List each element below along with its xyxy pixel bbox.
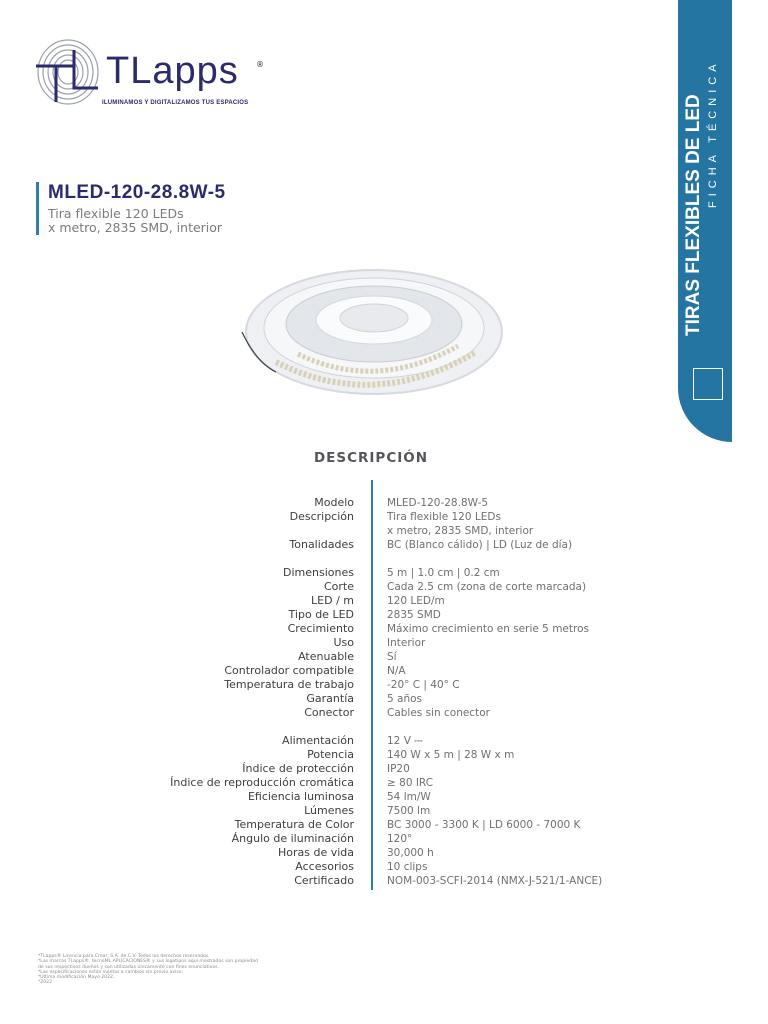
product-header (36, 182, 226, 235)
section-title: DESCRIPCIÓN (313, 450, 429, 466)
spec-label: Crecimiento (287, 622, 354, 635)
spec-label: Certificado (294, 874, 354, 887)
spec-value: N/A (387, 665, 406, 677)
led-reel-image (236, 262, 506, 412)
side-tab-title: TIRAS FLEXIBLES DE LED (683, 94, 704, 336)
brand-tagline: ILUMINAMOS Y DIGITALIZAMOS TUS ESPACIOS (102, 100, 249, 106)
spec-value: IP20 (387, 763, 410, 775)
spec-value: BC (Blanco cálido) | LD (Luz de día) (387, 539, 573, 551)
spec-label: Alimentación (282, 734, 354, 747)
product-desc-line2: x metro, 2835 SMD, interior (48, 220, 223, 235)
spec-value: Sí (387, 651, 397, 663)
fingerprint-icon (34, 36, 104, 116)
spec-value: 140 W x 5 m | 28 W x m (387, 749, 515, 761)
spec-value: 5 m | 1.0 cm | 0.2 cm (387, 567, 500, 579)
spec-label: Tonalidades (289, 538, 354, 551)
spec-label: Controlador compatible (224, 664, 354, 677)
spec-label: Garantía (306, 692, 354, 705)
brand-logo (34, 36, 274, 116)
spec-label: Descripción (289, 510, 354, 523)
spec-label: Potencia (307, 748, 354, 761)
spec-label: Conector (304, 706, 354, 719)
spec-value: Tira flexible 120 LEDs (387, 511, 501, 523)
footer-line: *Las marcas TLapps®, tecnoML APLICACIONES® y sus logotipos aquí mostrados son propiedad (38, 959, 258, 965)
spec-value: Cables sin conector (387, 707, 490, 719)
spec-value: 120 LED/m (387, 595, 445, 607)
product-code: MLED-120-28.8W-5 (48, 182, 226, 203)
footer-line: *TLapps® Licencia para Crear, S.A. de C.V. Todos los derechos reservados. (38, 954, 210, 959)
footer-line: *Las especificaciones están sujetas a cambios sin previo aviso. (38, 969, 183, 975)
spec-label: Temperatura de trabajo (224, 678, 354, 691)
registered-mark: ® (256, 60, 264, 69)
spec-label: Corte (323, 580, 354, 593)
spec-value: Cada 2.5 cm (zona de corte marcada) (387, 581, 587, 593)
spec-value: 120° (387, 833, 413, 845)
spec-value: 2835 SMD (387, 609, 441, 621)
spec-value: BC 3000 - 3300 K | LD 6000 - 7000 K (387, 819, 581, 831)
spec-label: Accesorios (295, 860, 354, 873)
spec-value: x metro, 2835 SMD, interior (387, 525, 534, 537)
spec-value: Interior (387, 637, 426, 649)
brand-name: TLapps (106, 50, 239, 92)
spec-label: Horas de vida (277, 846, 354, 859)
spec-value: 7500 lm (387, 805, 431, 817)
spec-value: 30,000 h (387, 847, 434, 859)
footer-line: *2022 (38, 980, 52, 986)
spec-value: MLED-120-28.8W-5 (387, 497, 489, 509)
footer-line: *Última modificación Mayo 2022. (38, 975, 115, 981)
spec-value: NOM-003-SCFI-2014 (NMX-J-521/1-ANCE) (387, 875, 603, 887)
side-tab-subtitle: FICHA TÉCNICA (707, 59, 719, 208)
spec-label: Dimensiones (283, 566, 354, 579)
spec-divider (371, 480, 373, 890)
spec-label: Índice de reproducción cromática (170, 776, 354, 789)
spec-label: Lúmenes (304, 804, 354, 817)
spec-value: ≥ 80 IRC (387, 777, 434, 789)
spec-label: Modelo (314, 496, 354, 509)
spec-label: Ángulo de iluminación (231, 832, 354, 845)
spec-label: Índice de protección (242, 762, 354, 775)
spec-value: 54 lm/W (387, 791, 431, 803)
footer-line: de sus respectivos dueños y son utilizadas únicamente con fines enunciativos. (38, 964, 220, 970)
spec-label: Uso (333, 636, 354, 649)
spec-value: Máximo crecimiento en serie 5 metros (387, 623, 589, 635)
product-description (48, 207, 226, 235)
side-tab-box-icon (693, 368, 723, 400)
spec-value: 10 clips (387, 861, 428, 873)
spec-label: Atenuable (298, 650, 354, 663)
spec-label: LED / m (311, 594, 354, 607)
product-desc-line1: Tira flexible 120 LEDs (48, 206, 184, 221)
spec-label: Tipo de LED (288, 608, 354, 621)
spec-label: Temperatura de Color (234, 818, 354, 831)
legal-footer (38, 954, 258, 986)
spec-value: -20° C | 40° C (387, 679, 460, 691)
spec-label: Eficiencia luminosa (247, 790, 354, 803)
spec-value: 5 años (387, 693, 423, 705)
spec-value: 12 V ⎓ (387, 735, 423, 747)
